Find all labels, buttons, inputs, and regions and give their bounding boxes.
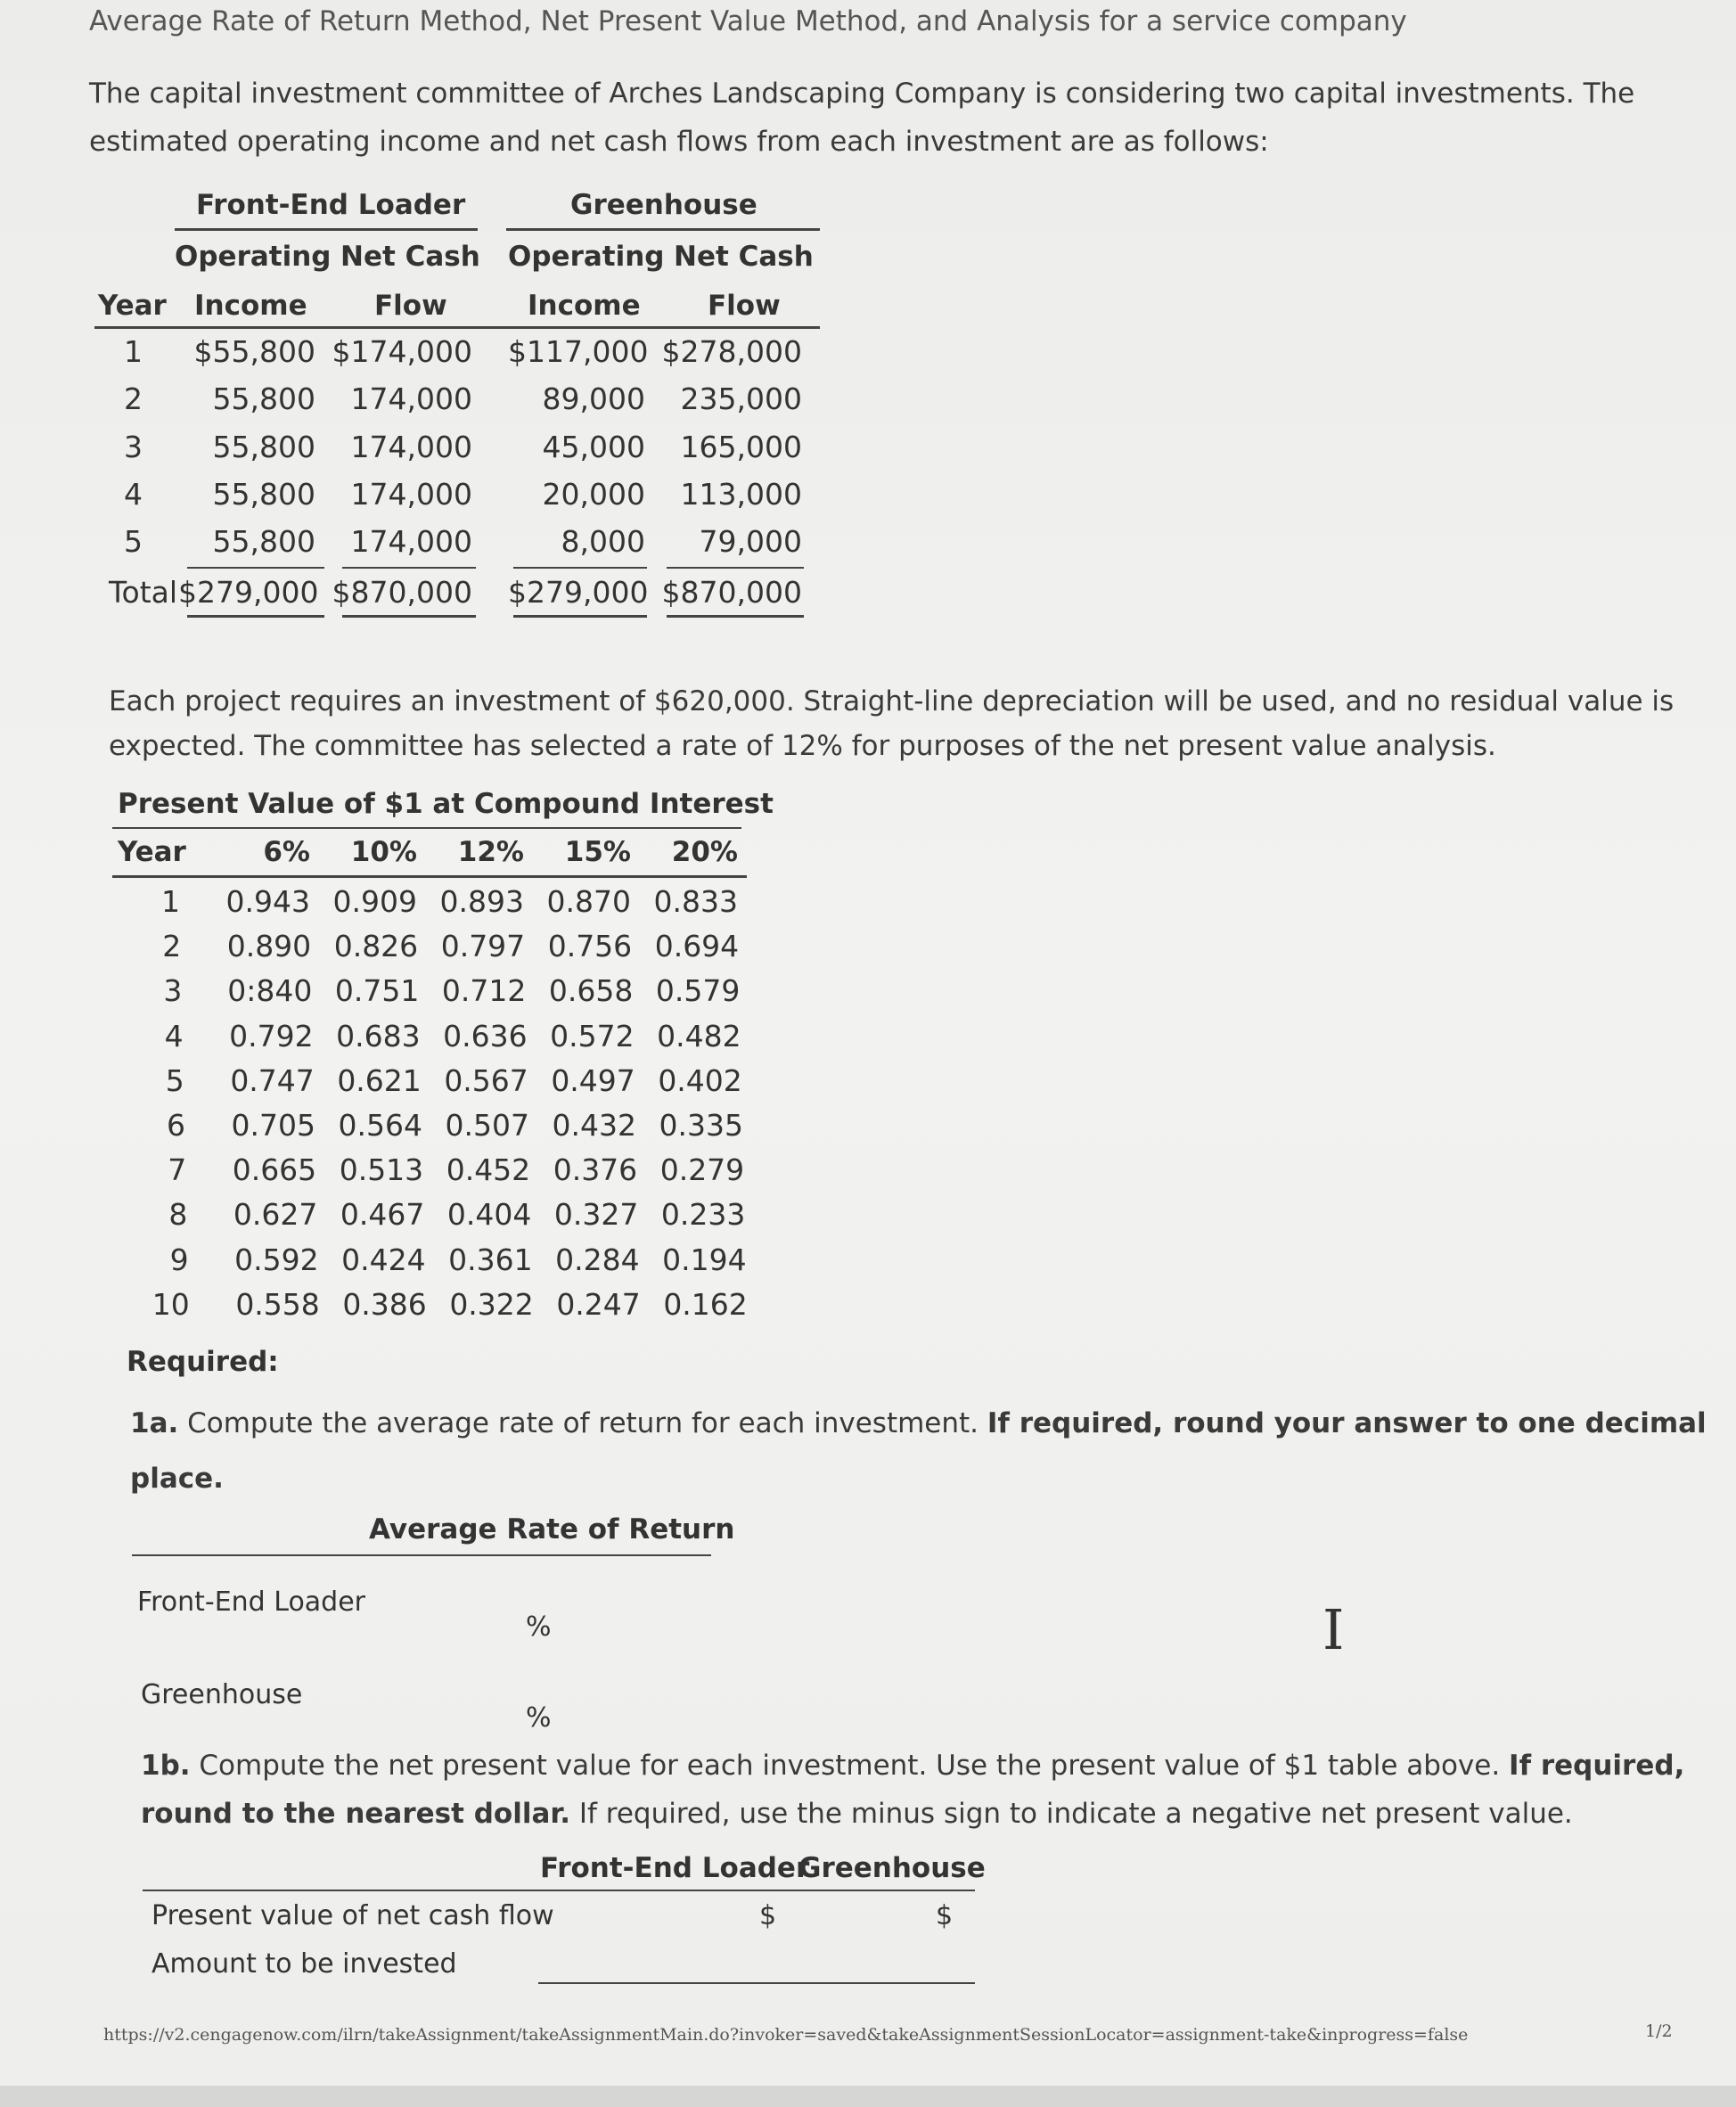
inv-cell-gh-income: 8,000 bbox=[561, 524, 645, 559]
group-header-front-end-loader: Front-End Loader bbox=[196, 189, 466, 221]
pv-year-cell: 8 bbox=[168, 1197, 188, 1233]
pv-factor-cell: 0.327 bbox=[553, 1197, 639, 1233]
subheader-operating-gh: Operating bbox=[508, 241, 665, 273]
q1b-line-2 bbox=[141, 1790, 1573, 1838]
inv-cell-year: 5 bbox=[124, 524, 143, 559]
inv-cell-gh-flow: $278,000 bbox=[661, 334, 802, 369]
arr-unit-greenhouse: % bbox=[526, 1702, 552, 1734]
inv-cell-year: 3 bbox=[124, 430, 143, 464]
pv-factor-cell: 0.658 bbox=[548, 973, 634, 1009]
npv-input-pv-greenhouse[interactable] bbox=[955, 1897, 977, 1943]
pv-factor-cell: 0.452 bbox=[446, 1152, 531, 1188]
npv-amount-rule bbox=[538, 1982, 975, 1984]
pv-year-cell: 7 bbox=[168, 1152, 187, 1188]
q1b-text-2: If required, use the minus sign to indicate a negative net present value. bbox=[570, 1798, 1573, 1830]
pv-factor-cell: 0.482 bbox=[657, 1018, 741, 1054]
pv-factor-cell: 0.432 bbox=[552, 1108, 636, 1143]
pv-factor-cell: 0.322 bbox=[449, 1286, 534, 1322]
pv-factor-cell: 0.627 bbox=[233, 1197, 318, 1233]
group-rule-gh bbox=[506, 228, 820, 231]
npv-header-front-end-loader: Front-End Loader bbox=[540, 1852, 810, 1884]
pv-factor-cell: 0.792 bbox=[229, 1018, 314, 1054]
inv-cell-gh-income: $117,000 bbox=[508, 334, 649, 369]
pv-col-header: 10% bbox=[350, 836, 417, 868]
q1a-prefix: 1a. bbox=[130, 1407, 179, 1439]
pv-factor-cell: 0.579 bbox=[655, 973, 741, 1009]
pv-col-header: 15% bbox=[564, 836, 631, 868]
subheader-operating-fel: Operating bbox=[175, 241, 332, 273]
subheader-netcash-fel: Net Cash bbox=[340, 241, 480, 273]
pv-title-rule bbox=[112, 827, 741, 829]
pv-col-header: 20% bbox=[671, 836, 738, 868]
pv-factor-cell: 0.467 bbox=[340, 1197, 425, 1233]
page-bottom-edge bbox=[0, 2086, 1736, 2107]
q1b-line-1 bbox=[141, 1742, 1684, 1790]
pv-factor-cell: 0.513 bbox=[339, 1152, 424, 1188]
text-cursor-icon: I bbox=[1322, 1597, 1345, 1662]
pv-factor-cell: 0.233 bbox=[660, 1197, 746, 1233]
pv-factor-cell: 0.279 bbox=[659, 1152, 745, 1188]
pv-factor-cell: 0.890 bbox=[226, 929, 312, 964]
pv-factor-cell: 0.404 bbox=[446, 1197, 532, 1233]
subtotal-rule-2 bbox=[342, 567, 476, 569]
arr-unit-front-end-loader: % bbox=[526, 1611, 552, 1643]
total-gh-income: $279,000 bbox=[508, 575, 649, 610]
npv-header-rule bbox=[143, 1890, 975, 1891]
pv-factor-cell: 0.564 bbox=[338, 1108, 422, 1143]
inv-cell-gh-flow: 113,000 bbox=[680, 477, 802, 512]
inv-cell-gh-income: 89,000 bbox=[542, 381, 645, 416]
intro-line-2: estimated operating income and net cash flows from each investment are as follows: bbox=[89, 126, 1269, 158]
group-rule-fel bbox=[175, 228, 478, 231]
pv-year-cell: 2 bbox=[162, 929, 182, 964]
inv-cell-fel-income: 55,800 bbox=[212, 524, 315, 559]
inv-cell-gh-flow: 79,000 bbox=[699, 524, 802, 559]
inv-cell-year: 4 bbox=[124, 477, 143, 512]
inv-cell-fel-flow: 174,000 bbox=[350, 477, 472, 512]
pv-col-header: 6% bbox=[263, 836, 310, 868]
total-fel-income: $279,000 bbox=[178, 575, 319, 610]
pv-year-cell: 9 bbox=[169, 1242, 189, 1277]
pv-factor-cell: 0.592 bbox=[234, 1242, 319, 1277]
header-rule bbox=[94, 326, 820, 329]
pv-factor-cell: 0.636 bbox=[443, 1018, 528, 1054]
arr-input-greenhouse[interactable] bbox=[383, 1693, 520, 1740]
project-line-2: expected. The committee has selected a rate of 12% for purposes of the net present value analysis. bbox=[109, 730, 1496, 762]
q1a-text: Compute the average rate of return for each investment. bbox=[178, 1407, 987, 1439]
npv-header-greenhouse: Greenhouse bbox=[798, 1852, 986, 1884]
pv-factor-cell: 0.909 bbox=[332, 884, 417, 919]
pv-factor-cell: 0.826 bbox=[333, 929, 419, 964]
inv-cell-gh-flow: 165,000 bbox=[680, 430, 802, 464]
pv-factor-cell: 0.870 bbox=[546, 884, 631, 919]
subtotal-rule-3 bbox=[513, 567, 647, 569]
col-income-gh: Income bbox=[528, 290, 641, 322]
page-url: https://v2.cengagenow.com/ilrn/takeAssignment/takeAssignmentMain.do?invoker=saved&takeAssignmentSessionLocator=assignment-take&inprogress=false bbox=[103, 2025, 1469, 2045]
inv-cell-fel-flow: 174,000 bbox=[350, 524, 472, 559]
double-rule-3a bbox=[513, 615, 647, 618]
group-header-greenhouse: Greenhouse bbox=[570, 189, 757, 221]
pv-factor-cell: 0.751 bbox=[334, 973, 420, 1009]
pv-factor-cell: 0.943 bbox=[225, 884, 310, 919]
inv-cell-fel-flow: $174,000 bbox=[332, 334, 472, 369]
total-fel-flow: $870,000 bbox=[332, 575, 472, 610]
double-rule-4a bbox=[667, 615, 804, 618]
inv-cell-year: 2 bbox=[124, 381, 143, 416]
inv-cell-gh-income: 45,000 bbox=[542, 430, 645, 464]
npv-input-pv-front-end-loader[interactable] bbox=[777, 1897, 914, 1943]
pv-factor-cell: 0.507 bbox=[445, 1108, 529, 1143]
pv-year-cell: 6 bbox=[167, 1108, 185, 1143]
arr-label-greenhouse: Greenhouse bbox=[141, 1679, 303, 1710]
pv-factor-cell: 0.162 bbox=[663, 1286, 748, 1322]
q1b-bold: If required, bbox=[1509, 1750, 1685, 1782]
double-rule-1a bbox=[187, 615, 324, 618]
pv-factor-cell: 0.497 bbox=[551, 1062, 635, 1098]
inv-cell-fel-income: $55,800 bbox=[193, 334, 315, 369]
pv-year-cell: 1 bbox=[161, 884, 180, 919]
page-number: 1/2 bbox=[1645, 2021, 1673, 2041]
col-income-fel: Income bbox=[194, 290, 307, 322]
pv-factor-cell: 0.558 bbox=[235, 1286, 320, 1322]
arr-input-front-end-loader[interactable] bbox=[383, 1601, 520, 1647]
inv-cell-year: 1 bbox=[124, 334, 143, 369]
inv-cell-fel-flow: 174,000 bbox=[350, 381, 472, 416]
pv-factor-cell: 0.194 bbox=[662, 1242, 747, 1277]
subtotal-rule-4 bbox=[667, 567, 804, 569]
pv-factor-cell: 0.694 bbox=[654, 929, 740, 964]
pv-factor-cell: 0.712 bbox=[441, 973, 527, 1009]
pv-factor-cell: 0.567 bbox=[444, 1062, 528, 1098]
pv-factor-cell: 0.833 bbox=[653, 884, 738, 919]
pv-factor-cell: 0.665 bbox=[232, 1152, 317, 1188]
inv-cell-fel-flow: 174,000 bbox=[350, 430, 472, 464]
arr-label-front-end-loader: Front-End Loader bbox=[137, 1586, 366, 1618]
pv-factor-cell: 0:840 bbox=[227, 973, 313, 1009]
pv-factor-cell: 0.402 bbox=[658, 1062, 742, 1098]
pv-factor-cell: 0.683 bbox=[336, 1018, 421, 1054]
q1b-text: Compute the net present value for each investment. Use the present value of $1 table above. bbox=[190, 1750, 1510, 1782]
inv-cell-gh-income: 20,000 bbox=[542, 477, 645, 512]
pv-year-cell: 4 bbox=[164, 1018, 184, 1054]
pv-factor-cell: 0.361 bbox=[448, 1242, 533, 1277]
pv-factor-cell: 0.386 bbox=[342, 1286, 427, 1322]
intro-line-1: The capital investment committee of Arches Landscaping Company is considering two capital investments. The bbox=[89, 78, 1635, 110]
pv-factor-cell: 0.705 bbox=[231, 1108, 315, 1143]
inv-cell-fel-income: 55,800 bbox=[212, 381, 315, 416]
arr-header-rule bbox=[132, 1554, 711, 1556]
subtotal-rule-1 bbox=[187, 567, 324, 569]
pv-col-header: Year bbox=[118, 836, 186, 868]
npv-input-amount-front-end-loader[interactable] bbox=[544, 1941, 699, 1988]
pv-factor-cell: 0.284 bbox=[555, 1242, 640, 1277]
pv-year-cell: 3 bbox=[163, 973, 183, 1009]
pv-factor-cell: 0.756 bbox=[547, 929, 633, 964]
project-line-1: Each project requires an investment of $620,000. Straight-line depreciation will be used, and no residual value is bbox=[109, 685, 1675, 717]
pv-table-title: Present Value of $1 at Compound Interest bbox=[118, 788, 774, 820]
inv-cell-fel-income: 55,800 bbox=[212, 477, 315, 512]
q1b-prefix: 1b. bbox=[141, 1750, 191, 1782]
npv-currency-fel: $ bbox=[759, 1900, 777, 1931]
npv-label-amount-invested: Amount to be invested bbox=[151, 1948, 457, 1980]
pv-year-cell: 10 bbox=[151, 1286, 190, 1322]
double-rule-2a bbox=[342, 615, 476, 618]
required-heading: Required: bbox=[127, 1346, 279, 1378]
total-gh-flow: $870,000 bbox=[661, 575, 802, 610]
pv-factor-cell: 0.621 bbox=[337, 1062, 422, 1098]
pv-factor-cell: 0.797 bbox=[440, 929, 526, 964]
subheader-netcash-gh: Net Cash bbox=[674, 241, 814, 273]
pv-factor-cell: 0.424 bbox=[341, 1242, 426, 1277]
pv-factor-cell: 0.747 bbox=[230, 1062, 315, 1098]
pv-factor-cell: 0.376 bbox=[553, 1152, 638, 1188]
q1a-line-2: place. bbox=[130, 1463, 224, 1495]
npv-label-present-value: Present value of net cash flow bbox=[151, 1900, 554, 1931]
pv-factor-cell: 0.335 bbox=[659, 1108, 743, 1143]
col-flow-gh: Flow bbox=[708, 290, 781, 322]
total-label: Total bbox=[109, 575, 178, 610]
q1a-bold: If required, round your answer to one decimal bbox=[987, 1407, 1707, 1439]
npv-input-amount-greenhouse[interactable] bbox=[802, 1941, 966, 1988]
inv-cell-gh-flow: 235,000 bbox=[680, 381, 802, 416]
pv-factor-cell: 0.247 bbox=[556, 1286, 641, 1322]
pv-factor-cell: 0.893 bbox=[439, 884, 524, 919]
pv-year-cell: 5 bbox=[165, 1062, 184, 1098]
npv-currency-gh: $ bbox=[936, 1900, 954, 1931]
col-year: Year bbox=[98, 290, 167, 322]
col-flow-fel: Flow bbox=[374, 290, 447, 322]
arr-header: Average Rate of Return bbox=[369, 1513, 735, 1545]
inv-cell-fel-income: 55,800 bbox=[212, 430, 315, 464]
q1a-line-1 bbox=[130, 1399, 1707, 1447]
pv-header-rule bbox=[112, 875, 747, 878]
q1b-bold-2: round to the nearest dollar. bbox=[141, 1798, 571, 1830]
page-title: Average Rate of Return Method, Net Present Value Method, and Analysis for a service company bbox=[89, 5, 1407, 37]
pv-col-header: 12% bbox=[457, 836, 524, 868]
pv-factor-cell: 0.572 bbox=[550, 1018, 635, 1054]
